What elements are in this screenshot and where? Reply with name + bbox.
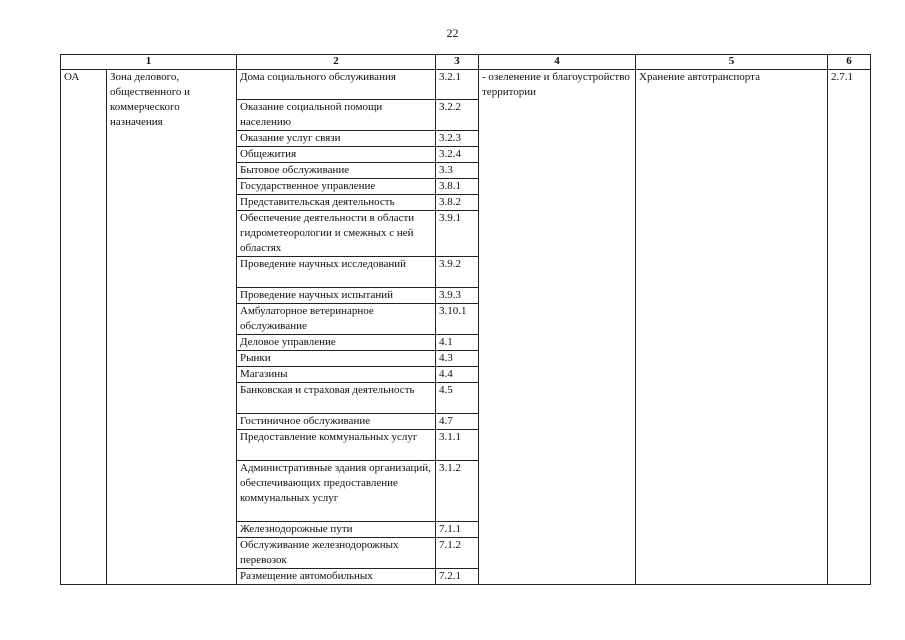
zone-name: Зона делового, общественного и коммерческого назначения bbox=[107, 70, 237, 585]
use-name: Железнодорожные пути bbox=[237, 522, 436, 538]
use-name: Размещение автомобильных bbox=[237, 569, 436, 585]
use-name: Обеспечение деятельности в области гидрометеорологии и смежных с ней областях bbox=[237, 211, 436, 257]
use-code: 3.2.1 bbox=[436, 70, 479, 100]
use-code: 3.10.1 bbox=[436, 304, 479, 335]
use-name: Дома социального обслуживания bbox=[237, 70, 436, 100]
use-name: Административные здания организаций, обеспечивающих предоставление коммунальных услуг bbox=[237, 461, 436, 522]
use-code: 3.8.1 bbox=[436, 179, 479, 195]
use-name: Бытовое обслуживание bbox=[237, 163, 436, 179]
use-code: 7.2.1 bbox=[436, 569, 479, 585]
use-code: 3.2.4 bbox=[436, 147, 479, 163]
use-name: Амбулаторное ветеринарное обслуживание bbox=[237, 304, 436, 335]
use-code: 3.2.3 bbox=[436, 131, 479, 147]
auxiliary-uses: - озеленение и благоустройство территории bbox=[479, 70, 636, 585]
zone-code: ОА bbox=[61, 70, 107, 585]
use-name: Банковская и страховая деятельность bbox=[237, 383, 436, 414]
header-col-2: 2 bbox=[237, 55, 436, 70]
use-name: Государственное управление bbox=[237, 179, 436, 195]
use-code: 4.4 bbox=[436, 367, 479, 383]
header-col-1: 1 bbox=[61, 55, 237, 70]
use-code: 3.9.2 bbox=[436, 257, 479, 288]
use-code: 3.2.2 bbox=[436, 100, 479, 131]
use-name: Общежития bbox=[237, 147, 436, 163]
use-code: 7.1.1 bbox=[436, 522, 479, 538]
use-name: Оказание услуг связи bbox=[237, 131, 436, 147]
use-code: 4.7 bbox=[436, 414, 479, 430]
use-code: 3.9.3 bbox=[436, 288, 479, 304]
conditional-use-code: 2.7.1 bbox=[828, 70, 871, 585]
use-name: Предоставление коммунальных услуг bbox=[237, 430, 436, 461]
header-row bbox=[61, 55, 871, 70]
use-code: 3.1.2 bbox=[436, 461, 479, 522]
use-code: 3.9.1 bbox=[436, 211, 479, 257]
use-code: 4.3 bbox=[436, 351, 479, 367]
use-name: Гостиничное обслуживание bbox=[237, 414, 436, 430]
use-code: 7.1.2 bbox=[436, 538, 479, 569]
header-col-4: 4 bbox=[479, 55, 636, 70]
use-name: Рынки bbox=[237, 351, 436, 367]
use-name: Оказание социальной помощи населению bbox=[237, 100, 436, 131]
use-code: 4.1 bbox=[436, 335, 479, 351]
conditional-use-name: Хранение автотранспорта bbox=[636, 70, 828, 585]
header-col-5: 5 bbox=[636, 55, 828, 70]
zoning-table bbox=[60, 54, 871, 585]
page-number: 22 bbox=[446, 26, 459, 40]
use-code: 4.5 bbox=[436, 383, 479, 414]
use-name: Проведение научных испытаний bbox=[237, 288, 436, 304]
use-row bbox=[61, 70, 871, 100]
header-col-3: 3 bbox=[436, 55, 479, 70]
use-name: Проведение научных исследований bbox=[237, 257, 436, 288]
use-code: 3.8.2 bbox=[436, 195, 479, 211]
use-name: Обслуживание железнодорожных перевозок bbox=[237, 538, 436, 569]
use-code: 3.3 bbox=[436, 163, 479, 179]
header-col-6: 6 bbox=[828, 55, 871, 70]
use-name: Представительская деятельность bbox=[237, 195, 436, 211]
use-name: Магазины bbox=[237, 367, 436, 383]
use-code: 3.1.1 bbox=[436, 430, 479, 461]
use-name: Деловое управление bbox=[237, 335, 436, 351]
